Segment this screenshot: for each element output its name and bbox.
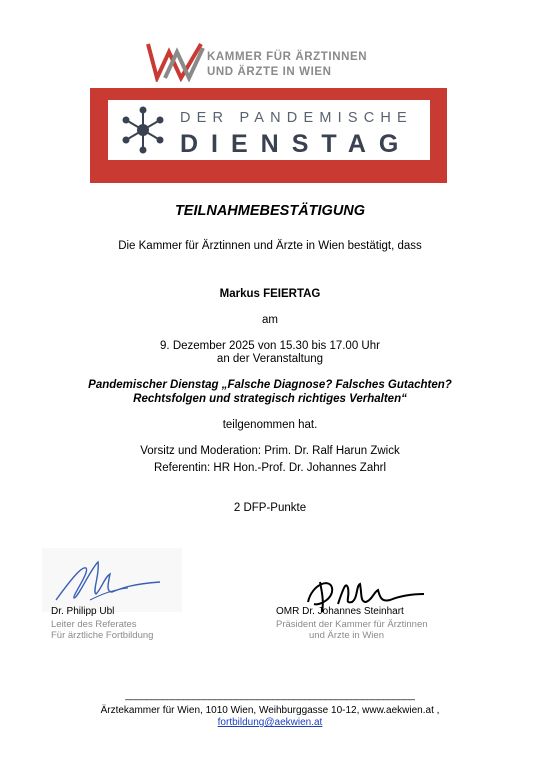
chamber-name-line1: KAMMER FÜR ÄRZTINNEN <box>207 51 368 63</box>
event-title-line1: Pandemischer Dienstag „Falsche Diagnose? Falsches Gutachten? <box>88 379 452 391</box>
chamber-logo <box>145 42 385 82</box>
signatory-right-role2: und Ärzte in Wien <box>309 630 384 641</box>
footer-rule: _______________________________________________________ <box>125 690 415 701</box>
dfp-points: 2 DFP-Punkte <box>233 502 307 514</box>
event-intro: an der Veranstaltung <box>216 353 324 365</box>
signatory-left-role2: Für ärztliche Fortbildung <box>51 630 154 641</box>
chamber-name-line2: UND ÄRZTE IN WIEN <box>207 66 332 78</box>
signatory-left-name: Dr. Philipp Ubl <box>51 606 115 617</box>
banner-title-line2: DIENSTAG <box>180 130 412 158</box>
participant-name: Markus FEIERTAG <box>219 288 321 300</box>
intro-text: Die Kammer für Ärztinnen und Ärzte in Wien bestätigt, dass <box>118 240 422 252</box>
signatory-right-role1: Präsident der Kammer für Ärztinnen <box>276 619 428 630</box>
date-time: 9. Dezember 2025 von 15.30 bis 17.00 Uhr <box>160 340 380 352</box>
footer-email-link[interactable]: fortbildung@aekwien.at <box>217 717 323 728</box>
participated-text: teilgenommen hat. <box>222 419 318 431</box>
footer-email-wrapper <box>0 717 540 728</box>
footer-address: Ärztekammer für Wien, 1010 Wien, Weihburggasse 10-12, www.aekwien.at , <box>100 705 440 716</box>
chamber-name <box>207 50 367 80</box>
event-title-line2: Rechtsfolgen und strategisch richtiges Verhalten“ <box>133 393 407 405</box>
banner-title-line1: DER PANDEMISCHE <box>180 110 413 126</box>
signatory-left-role1: Leiter des Referates <box>51 619 137 630</box>
am-text: am <box>262 314 278 326</box>
speaker-text: Referentin: HR Hon.-Prof. Dr. Johannes Zahrl <box>153 462 387 474</box>
moderation-text: Vorsitz und Moderation: Prim. Dr. Ralf Harun Zwick <box>140 445 400 457</box>
document-title: TEILNAHMEBESTÄTIGUNG <box>174 203 366 219</box>
event-banner <box>90 88 447 183</box>
chamber-logo-mark-icon <box>145 42 205 82</box>
event-banner-panel <box>108 100 430 160</box>
signature-left-icon <box>42 548 182 612</box>
network-icon <box>116 103 170 157</box>
signatory-right-name: OMR Dr. Johannes Steinhart <box>276 606 404 617</box>
